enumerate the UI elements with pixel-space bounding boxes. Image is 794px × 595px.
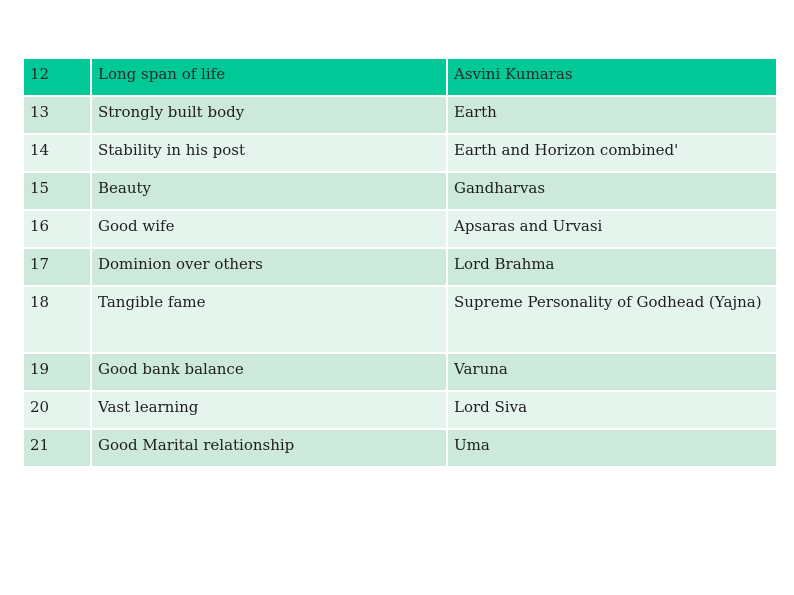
table-header-row xyxy=(24,59,776,97)
table-cell: Lord Siva xyxy=(448,392,776,428)
table-cell: 12 xyxy=(24,59,92,95)
table-cell: Good Marital relationship xyxy=(92,430,448,466)
table-cell: 17 xyxy=(24,249,92,285)
table-row xyxy=(24,430,776,468)
table-cell: Supreme Personality of Godhead (Yajna) xyxy=(448,287,776,352)
content-table xyxy=(24,59,776,468)
table-cell: 14 xyxy=(24,135,92,171)
table-row xyxy=(24,97,776,135)
table-cell: 20 xyxy=(24,392,92,428)
table-cell: 19 xyxy=(24,354,92,390)
table-cell: Apsaras and Urvasi xyxy=(448,211,776,247)
table-row xyxy=(24,249,776,287)
table-cell: Beauty xyxy=(92,173,448,209)
table-cell: Asvini Kumaras xyxy=(448,59,776,95)
table-cell: Earth and Horizon combined' xyxy=(448,135,776,171)
table-cell: Varuna xyxy=(448,354,776,390)
table-cell: 13 xyxy=(24,97,92,133)
table-cell: Dominion over others xyxy=(92,249,448,285)
table-cell: Strongly built body xyxy=(92,97,448,133)
table-cell: Good bank balance xyxy=(92,354,448,390)
table-row xyxy=(24,135,776,173)
table-cell: 15 xyxy=(24,173,92,209)
table-cell: Stability in his post xyxy=(92,135,448,171)
table-row xyxy=(24,211,776,249)
table-cell: 21 xyxy=(24,430,92,466)
table-cell: Tangible fame xyxy=(92,287,448,352)
table-cell: Earth xyxy=(448,97,776,133)
table-cell: Gandharvas xyxy=(448,173,776,209)
table-cell: Vast learning xyxy=(92,392,448,428)
table-row xyxy=(24,287,776,354)
table-row xyxy=(24,392,776,430)
table-cell: Long span of life xyxy=(92,59,448,95)
table-cell: Uma xyxy=(448,430,776,466)
table-cell: Good wife xyxy=(92,211,448,247)
table-cell: Lord Brahma xyxy=(448,249,776,285)
table-cell: 16 xyxy=(24,211,92,247)
table-row xyxy=(24,173,776,211)
table-cell: 18 xyxy=(24,287,92,352)
table-row xyxy=(24,354,776,392)
